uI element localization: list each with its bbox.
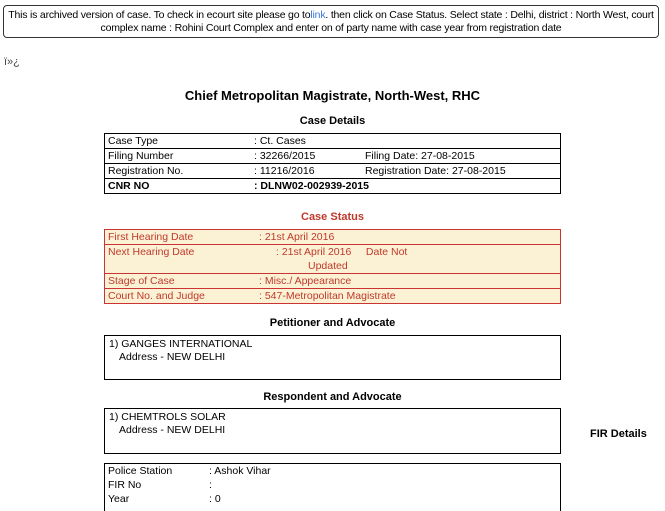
notice-text-start: This is archived version of case. To check in ecourt site please go to bbox=[8, 9, 311, 21]
bom-characters: ï»¿ bbox=[4, 56, 20, 68]
table-row bbox=[105, 179, 561, 194]
table-row bbox=[105, 492, 274, 506]
petitioner-heading: Petitioner and Advocate bbox=[269, 317, 396, 329]
fir-no-label: FIR No bbox=[108, 479, 142, 491]
respondent-box bbox=[104, 408, 561, 454]
case-status-heading: Case Status bbox=[301, 211, 364, 223]
respondent-name: 1) CHEMTROLS SOLAR bbox=[109, 411, 226, 423]
police-station-value: : Ashok Vihar bbox=[209, 465, 271, 477]
table-row bbox=[105, 164, 561, 179]
filing-number-label: Filing Number bbox=[105, 149, 252, 164]
registration-value: : 11216/2016 bbox=[251, 164, 362, 179]
filing-date: Filing Date: 27-08-2015 bbox=[362, 149, 561, 164]
police-station-label: Police Station bbox=[108, 465, 173, 477]
table-row bbox=[105, 274, 561, 289]
table-row bbox=[105, 134, 561, 149]
case-type-label: Case Type bbox=[105, 134, 252, 149]
court-value: : 547-Metropolitan Magistrate bbox=[256, 289, 561, 304]
fir-heading: FIR Details bbox=[590, 428, 647, 440]
next-hearing-value: : 21st April 2016 bbox=[276, 246, 352, 258]
registration-label: Registration No. bbox=[105, 164, 252, 179]
stage-label: Stage of Case bbox=[105, 274, 257, 289]
table-row bbox=[105, 245, 561, 274]
table-row bbox=[105, 230, 561, 245]
stage-value: : Misc./ Appearance bbox=[256, 274, 561, 289]
case-details-table bbox=[104, 133, 561, 194]
year-value: : 0 bbox=[209, 493, 221, 505]
fir-box bbox=[104, 463, 561, 511]
year-label: Year bbox=[108, 493, 130, 505]
petitioner-name: 1) GANGES INTERNATIONAL bbox=[109, 338, 253, 350]
respondent-heading: Respondent and Advocate bbox=[263, 391, 402, 403]
first-hearing-label: First Hearing Date bbox=[105, 230, 257, 245]
next-hearing-note: Date Not bbox=[365, 246, 408, 258]
petitioner-box bbox=[104, 335, 561, 380]
table-row bbox=[105, 149, 561, 164]
case-details-heading: Case Details bbox=[299, 115, 366, 127]
case-type-value: : Ct. Cases bbox=[251, 134, 362, 149]
filing-number-value: : 32266/2015 bbox=[251, 149, 362, 164]
case-status-table bbox=[104, 229, 561, 304]
archive-notice bbox=[3, 5, 659, 38]
petitioner-address: Address - NEW DELHI bbox=[119, 351, 226, 363]
respondent-address: Address - NEW DELHI bbox=[119, 424, 226, 436]
table-row bbox=[105, 478, 274, 492]
cnr-label: CNR NO bbox=[108, 180, 150, 192]
cnr-value: : DLNW02-002939-2015 bbox=[254, 180, 369, 192]
next-hearing-note-cont: Updated bbox=[308, 260, 348, 272]
court-title: Chief Metropolitan Magistrate, North-West, RHC bbox=[184, 88, 481, 103]
registration-date: Registration Date: 27-08-2015 bbox=[362, 164, 561, 179]
table-row bbox=[105, 289, 561, 304]
table-row bbox=[105, 464, 274, 478]
next-hearing-label: Next Hearing Date bbox=[105, 245, 257, 274]
court-label: Court No. and Judge bbox=[105, 289, 257, 304]
first-hearing-value: : 21st April 2016 bbox=[256, 230, 561, 245]
notice-text-end: . then click on Case Status. Select state : Delhi, district : North West, court complex name : Rohini Court Complex and enter on of party name with case year from registration date bbox=[100, 9, 654, 34]
fir-no-value: : bbox=[209, 479, 212, 491]
ecourt-link[interactable]: link bbox=[310, 9, 326, 21]
fir-table bbox=[105, 464, 274, 506]
